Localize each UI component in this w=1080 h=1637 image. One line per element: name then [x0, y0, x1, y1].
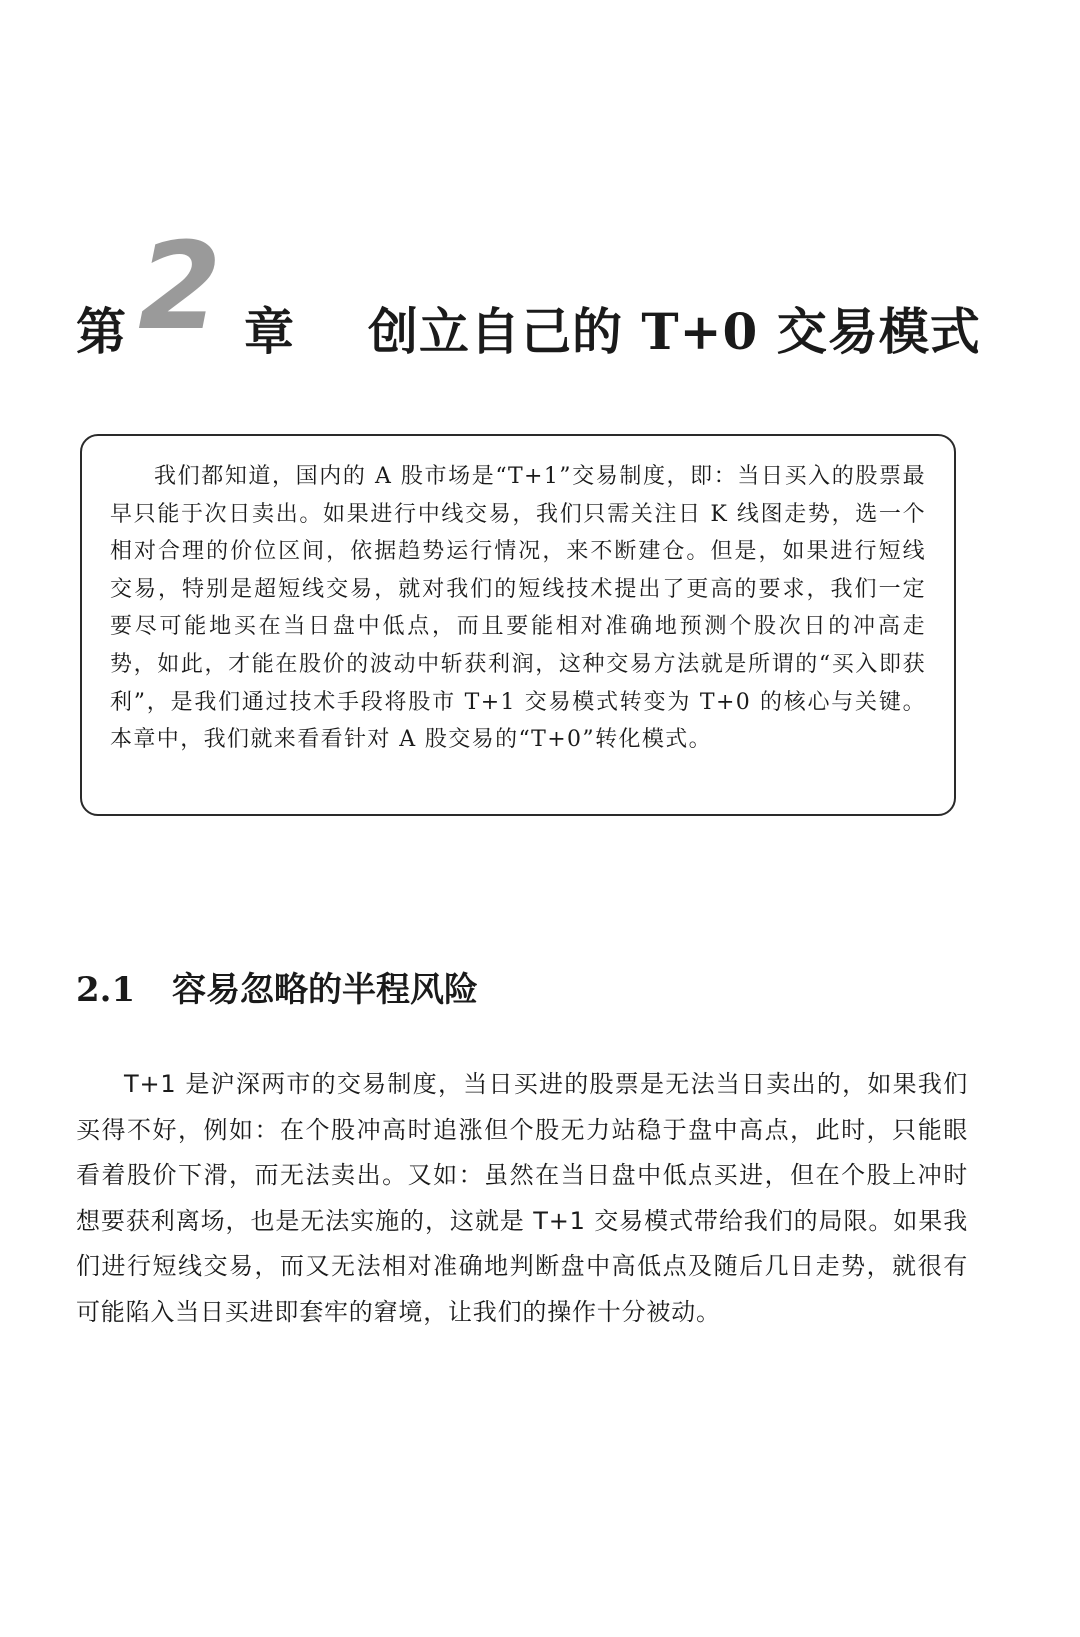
section-number: 2.1 — [76, 970, 136, 1010]
section-title: 容易忽略的半程风险 — [172, 970, 478, 1010]
chapter-number: 2 — [138, 218, 222, 357]
chapter-title: 创立自己的 T+0 交易模式 — [368, 302, 981, 361]
section-heading — [76, 962, 478, 1011]
chapter-prefix: 第 — [76, 302, 128, 361]
chapter-heading — [76, 218, 996, 361]
chapter-suffix: 章 — [244, 302, 294, 361]
chapter-intro-text: 我们都知道，国内的 A 股市场是“T+1”交易制度，即：当日买入的股票最早只能于次日卖出。如果进行中线交易，我们只需关注日 K 线图走势，选一个相对合理的价位区间，依据趋势运行情况，来不断建仓。但是，如果进行短线交易，特别是超短线交易，就对我们的短线技术提出了更高的要求，我们一定要尽可能地买在当日盘中低点，而且要能相对准确地预测个股次日的冲高走势，如此，才能在股价的波动中斩获利润，这种交易方法就是所谓的“买入即获利”，是我们通过技术手段将股市 T+1 交易模式转变为 T+0 的核心与关键。本章中，我们就来看看针对 A 股交易的“T+0”转化模式。 — [110, 464, 926, 753]
chapter-intro-box — [80, 434, 956, 816]
section-paragraph: T+1 是沪深两市的交易制度，当日买进的股票是无法当日卖出的，如果我们买得不好，例如：在个股冲高时追涨但个股无力站稳于盘中高点，此时，只能眼看着股价下滑，而无法卖出。又如：虽然在当日盘中低点买进，但在个股上冲时想要获利离场，也是无法实施的，这就是 T+1 交易模式带给我们的局限。如果我们进行短线交易，而又无法相对准确地判断盘中高低点及随后几日走势，就很有可能陷入当日买进即套牢的窘境，让我们的操作十分被动。 — [76, 1070, 968, 1326]
